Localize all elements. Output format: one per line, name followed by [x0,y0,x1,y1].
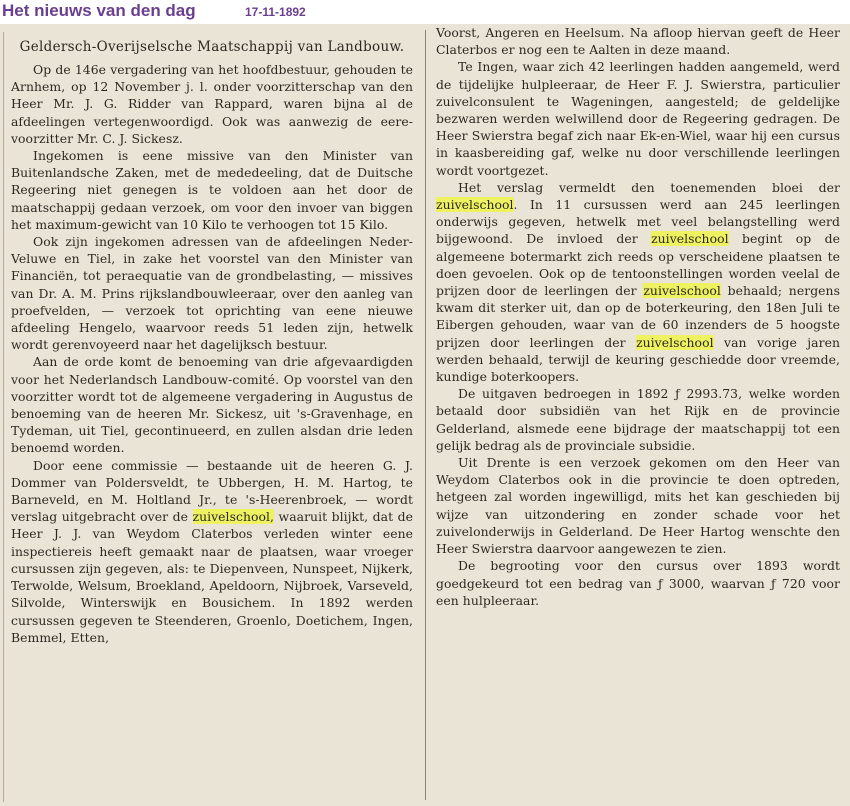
highlighted-term: zuivelschool [436,197,514,213]
left-column-body [11,61,413,646]
article-paragraph [436,24,840,58]
paragraph-text: begint op de algemeene botermarkt zich reeds op verscheidene plaatsen te doen gevoelen. Ook op de tentoonstellingen worden veelal de prijzen door de leerlingen der [436,231,840,299]
paragraph-text: behaald; nergens kwam dit sterker uit, dan op de boterkeuring, den 18en Juli te Eibergen gehouden, waar van de 60 inzenders de 5 hoogste prijzen door leerlingen der [436,283,840,350]
paragraph-text: Uit Drente is een verzoek gekomen om den Heer van Weydom Claterbos ook in die provincie te doen optreden, hetgeen zal worden ingewilligd, mits het kan geschieden bij wijze van uitzondering en zonder schade voor het zuivelonderwijs in Gelderland. De Heer Hartog wenschte den Heer Swierstra daarvoor aangewezen te zien. [436,455,840,557]
paragraph-text: Ook zijn ingekomen adressen van de afdeelingen Neder-Veluwe en Tiel, in zake het voorstel van den Minister van Financiën, tot peraequatie van de grondbelasting, — missives van Dr. A. M. Prins rijkslandbouwleeraar, over den aanleg van proefvelden, — verzoek tot oprichting van eene nieuwe afdeeling Hengelo, waarvoor reeds 51 leden zijn, hetwelk wordt gerenvoyeerd naar het dagelijksch bestuur. [11,234,413,353]
article-paragraph [11,457,413,646]
article-paragraph [11,61,413,147]
article-paragraph [436,179,840,385]
highlighted-term: zuivelschool [643,283,721,299]
right-column-body [436,24,840,609]
article-paragraph [11,353,413,456]
article-paragraph [436,557,840,609]
article-paragraph [11,147,413,233]
article-column-left [5,24,421,806]
article-paragraph [11,233,413,353]
highlighted-term: zuivelschool, [192,509,275,525]
paragraph-text: Ingekomen is eene missive van den Minister van Buitenlandsche Zaken, met de mededeeling, dat de Duitsche Regeering niet genegen is te voldoen aan het door de maatschappij gedaan verzoek, om voor den invoer van biggen het maximum-gewicht van 10 Kilo te verhoogen tot 15 Kilo. [11,148,413,232]
highlighted-term: zuivelschool [651,231,729,247]
paragraph-text: . In 11 cursussen werd aan 245 leerlingen onderwijs gegeven, hetwelk met veel belangstelling werd bijgewoond. De invloed der [436,197,840,247]
publication-date: 17-11-1892 [245,5,306,19]
column-divider [425,30,426,800]
article-column-right [430,24,850,806]
paragraph-text: De uitgaven bedroegen in 1892 ƒ 2993.73, welke worden betaald door subsidiën van het Rijk en de provincie Gelderland, alsmede eene bijdrage der maatschappij tot een gelijk bedrag als de provinciale subsidie. [436,386,840,453]
site-title: Het nieuws van den dag [2,1,196,20]
paragraph-text: De begrooting voor den cursus over 1893 wordt goedgekeurd tot een bedrag van ƒ 3000, waarvan ƒ 720 voor een hulpleeraar. [436,558,840,608]
paragraph-text: waaruit blijkt, dat de Heer J. J. van Weydom Claterbos verleden winter eene inspectiereis heeft gemaakt naar de plaatsen, waar vroeger cursussen zijn gegeven, als: te Diepenveen, Nunspeet, Nijkerk, Terwolde, Welsum, Broekland, Apeldoorn, Nijbroek, Varseveld, Silvolde, Winterswijk en Bousichem. In 1892 werden cursussen gegeven te Steenderen, Groenlo, Doetichem, Ingen, Bemmel, Etten, [11,509,413,645]
paragraph-text: Het verslag vermeldt den toenemenden bloei der [458,179,840,195]
paragraph-text: Op de 146e vergadering van het hoofdbestuur, gehouden te Arnhem, op 12 November j. l. onder voorzitterschap van den Heer Mr. J. G. Ridder van Rappard, waren bijna al de afdeelingen vertegenwoordigd. Ook was aanwezig de eere-voorzitter Mr. C. J. Sickesz. [11,62,413,146]
paragraph-text: Aan de orde komt de benoeming van drie afgevaardigden voor het Nederlandsch Landbouw-comité. Op voorstel van den voorzitter wordt tot de algemeene vergadering in Augustus de benoeming van de heeren Mr. Sickesz, uit 's-Gravenhage, en Tydeman, uit Tiel, gecontinueerd, en zullen alsdan drie leden benoemd worden. [11,354,413,456]
article-paragraph [436,58,840,178]
article-paragraph [436,385,840,454]
article-headline: Geldersch-Overijselsche Maatschappij van Landbouw. [19,39,405,55]
highlighted-term: zuivelschool [636,334,714,350]
newspaper-clipping [0,24,850,806]
article-paragraph [436,454,840,557]
paragraph-text: Te Ingen, waar zich 42 leerlingen hadden aangemeld, werd de tijdelijke hulpleeraar, de Heer F. J. Swierstra, particulier zuivelconsulent te Wageningen, aangesteld; de geldelijke bezwaren werden welwillend door de Regeering gedragen. De Heer Swierstra begaf zich naar Ek-en-Wiel, waar hij een cursus in kaasbereiding gaf, welke nu door verschillende leerlingen wordt voortgezet. [436,59,840,178]
paragraph-text: Voorst, Angeren en Heelsum. Na afloop hiervan geeft de Heer Claterbos er nog een te Aalten in deze maand. [436,25,840,58]
paragraph-text: Door eene commissie — bestaande uit de heeren G. J. Dommer van Poldersveldt, te Ubbergen, H. M. Hartog, te Barneveld, en M. Holtland Jr., te 's-Heerenbroek, — wordt verslag uitgebracht over de [11,457,413,525]
paragraph-text: van vorige jaren werden behaald, terwijl de keuring geschiedde door vreemde, kundige boterkoopers. [436,334,841,385]
clipping-edge-rule [3,32,4,802]
site-header [0,0,850,22]
